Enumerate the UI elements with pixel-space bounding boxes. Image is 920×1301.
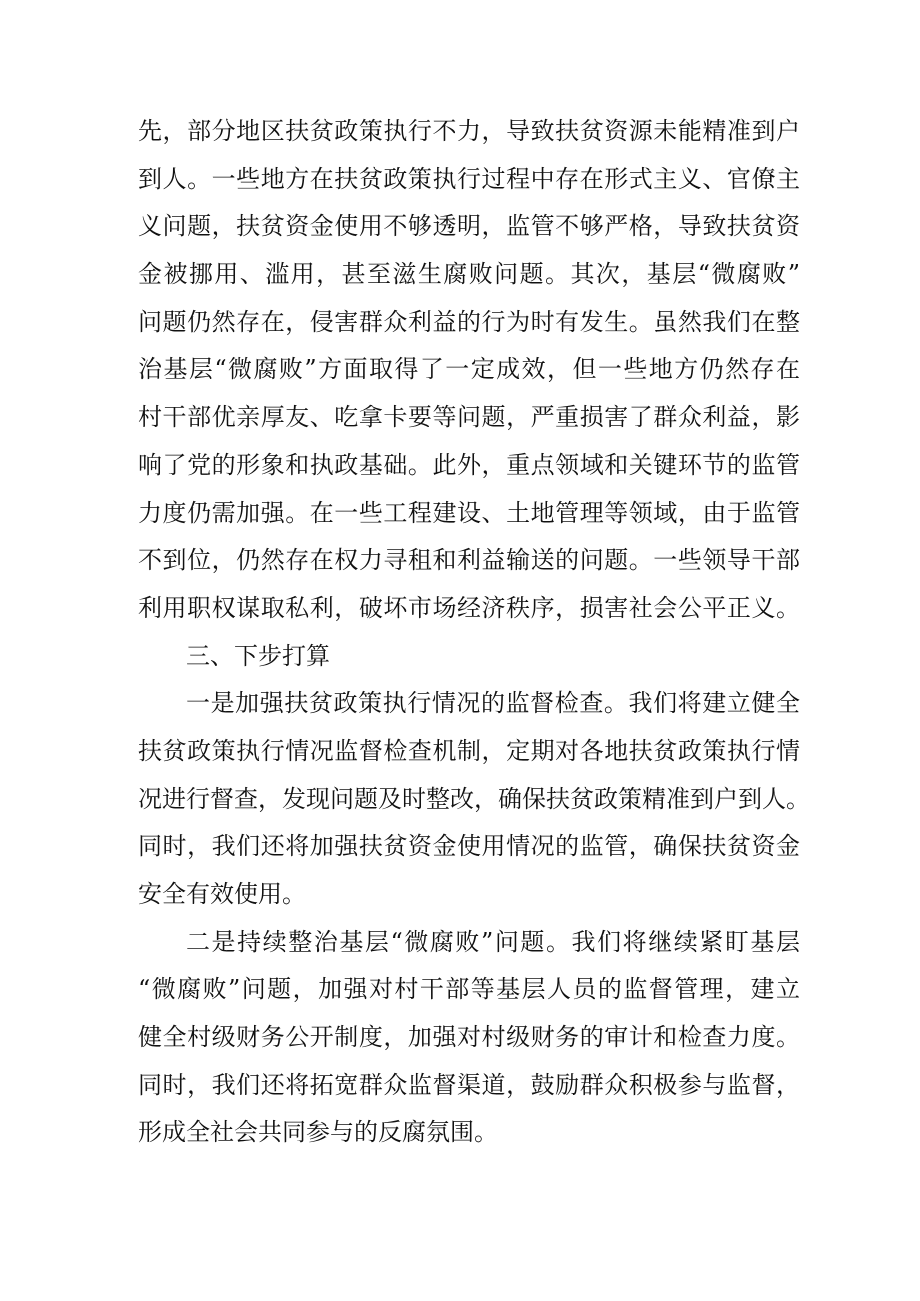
document-page	[138, 108, 810, 1157]
paragraph-one	[138, 680, 810, 918]
text-line: 到人。一些地方在扶贫政策执行过程中存在形式主义、官僚主	[138, 164, 800, 193]
text-line: 健全村级财务公开制度，加强对村级财务的审计和检查力度。	[138, 1023, 800, 1052]
text-line: 义问题，扶贫资金使用不够透明，监管不够严格，导致扶贫资	[138, 212, 800, 241]
text-line: 利用职权谋取私利，破坏市场经济秩序，损害社会公平正义。	[138, 593, 800, 622]
text-line: “微腐败”问题，加强对村干部等基层人员的监督管理，建立	[138, 975, 800, 1004]
text-line: 力度仍需加强。在一些工程建设、土地管理等领域，由于监管	[138, 498, 800, 527]
text-line: 扶贫政策执行情况监督检查机制，定期对各地扶贫政策执行情	[138, 736, 800, 765]
text-line: 二是持续整治基层“微腐败”问题。我们将继续紧盯基层	[186, 927, 800, 956]
text-line: 同时，我们还将加强扶贫资金使用情况的监管，确保扶贫资金	[138, 832, 800, 861]
text-line: 村干部优亲厚友、吃拿卡要等问题，严重损害了群众利益，影	[138, 403, 800, 432]
text-line: 响了党的形象和执政基础。此外，重点领域和关键环节的监管	[138, 450, 800, 479]
text-line: 问题仍然存在，侵害群众利益的行为时有发生。虽然我们在整	[138, 307, 800, 336]
paragraph-continued	[138, 108, 800, 633]
text-line: 同时，我们还将拓宽群众监督渠道，鼓励群众积极参与监督，	[138, 1070, 800, 1099]
text-line: 形成全社会共同参与的反腐氛围。	[138, 1118, 498, 1147]
paragraph-two	[138, 919, 800, 1157]
text-line: 况进行督查，发现问题及时整改，确保扶贫政策精准到户到人。	[138, 784, 810, 813]
text-line: 金被挪用、滥用，甚至滋生腐败问题。其次，基层“微腐败”	[138, 260, 800, 289]
text-line: 治基层“微腐败”方面取得了一定成效，但一些地方仍然存在	[138, 355, 800, 384]
text-line: 先，部分地区扶贫政策执行不力，导致扶贫资源未能精准到户	[138, 117, 800, 145]
text-line: 安全有效使用。	[138, 880, 306, 908]
text-line: 不到位，仍然存在权力寻租和利益输送的问题。一些领导干部	[138, 546, 800, 575]
section-heading: 三、下步打算	[186, 641, 330, 670]
text-line: 一是加强扶贫政策执行情况的监督检查。我们将建立健全	[186, 689, 800, 718]
